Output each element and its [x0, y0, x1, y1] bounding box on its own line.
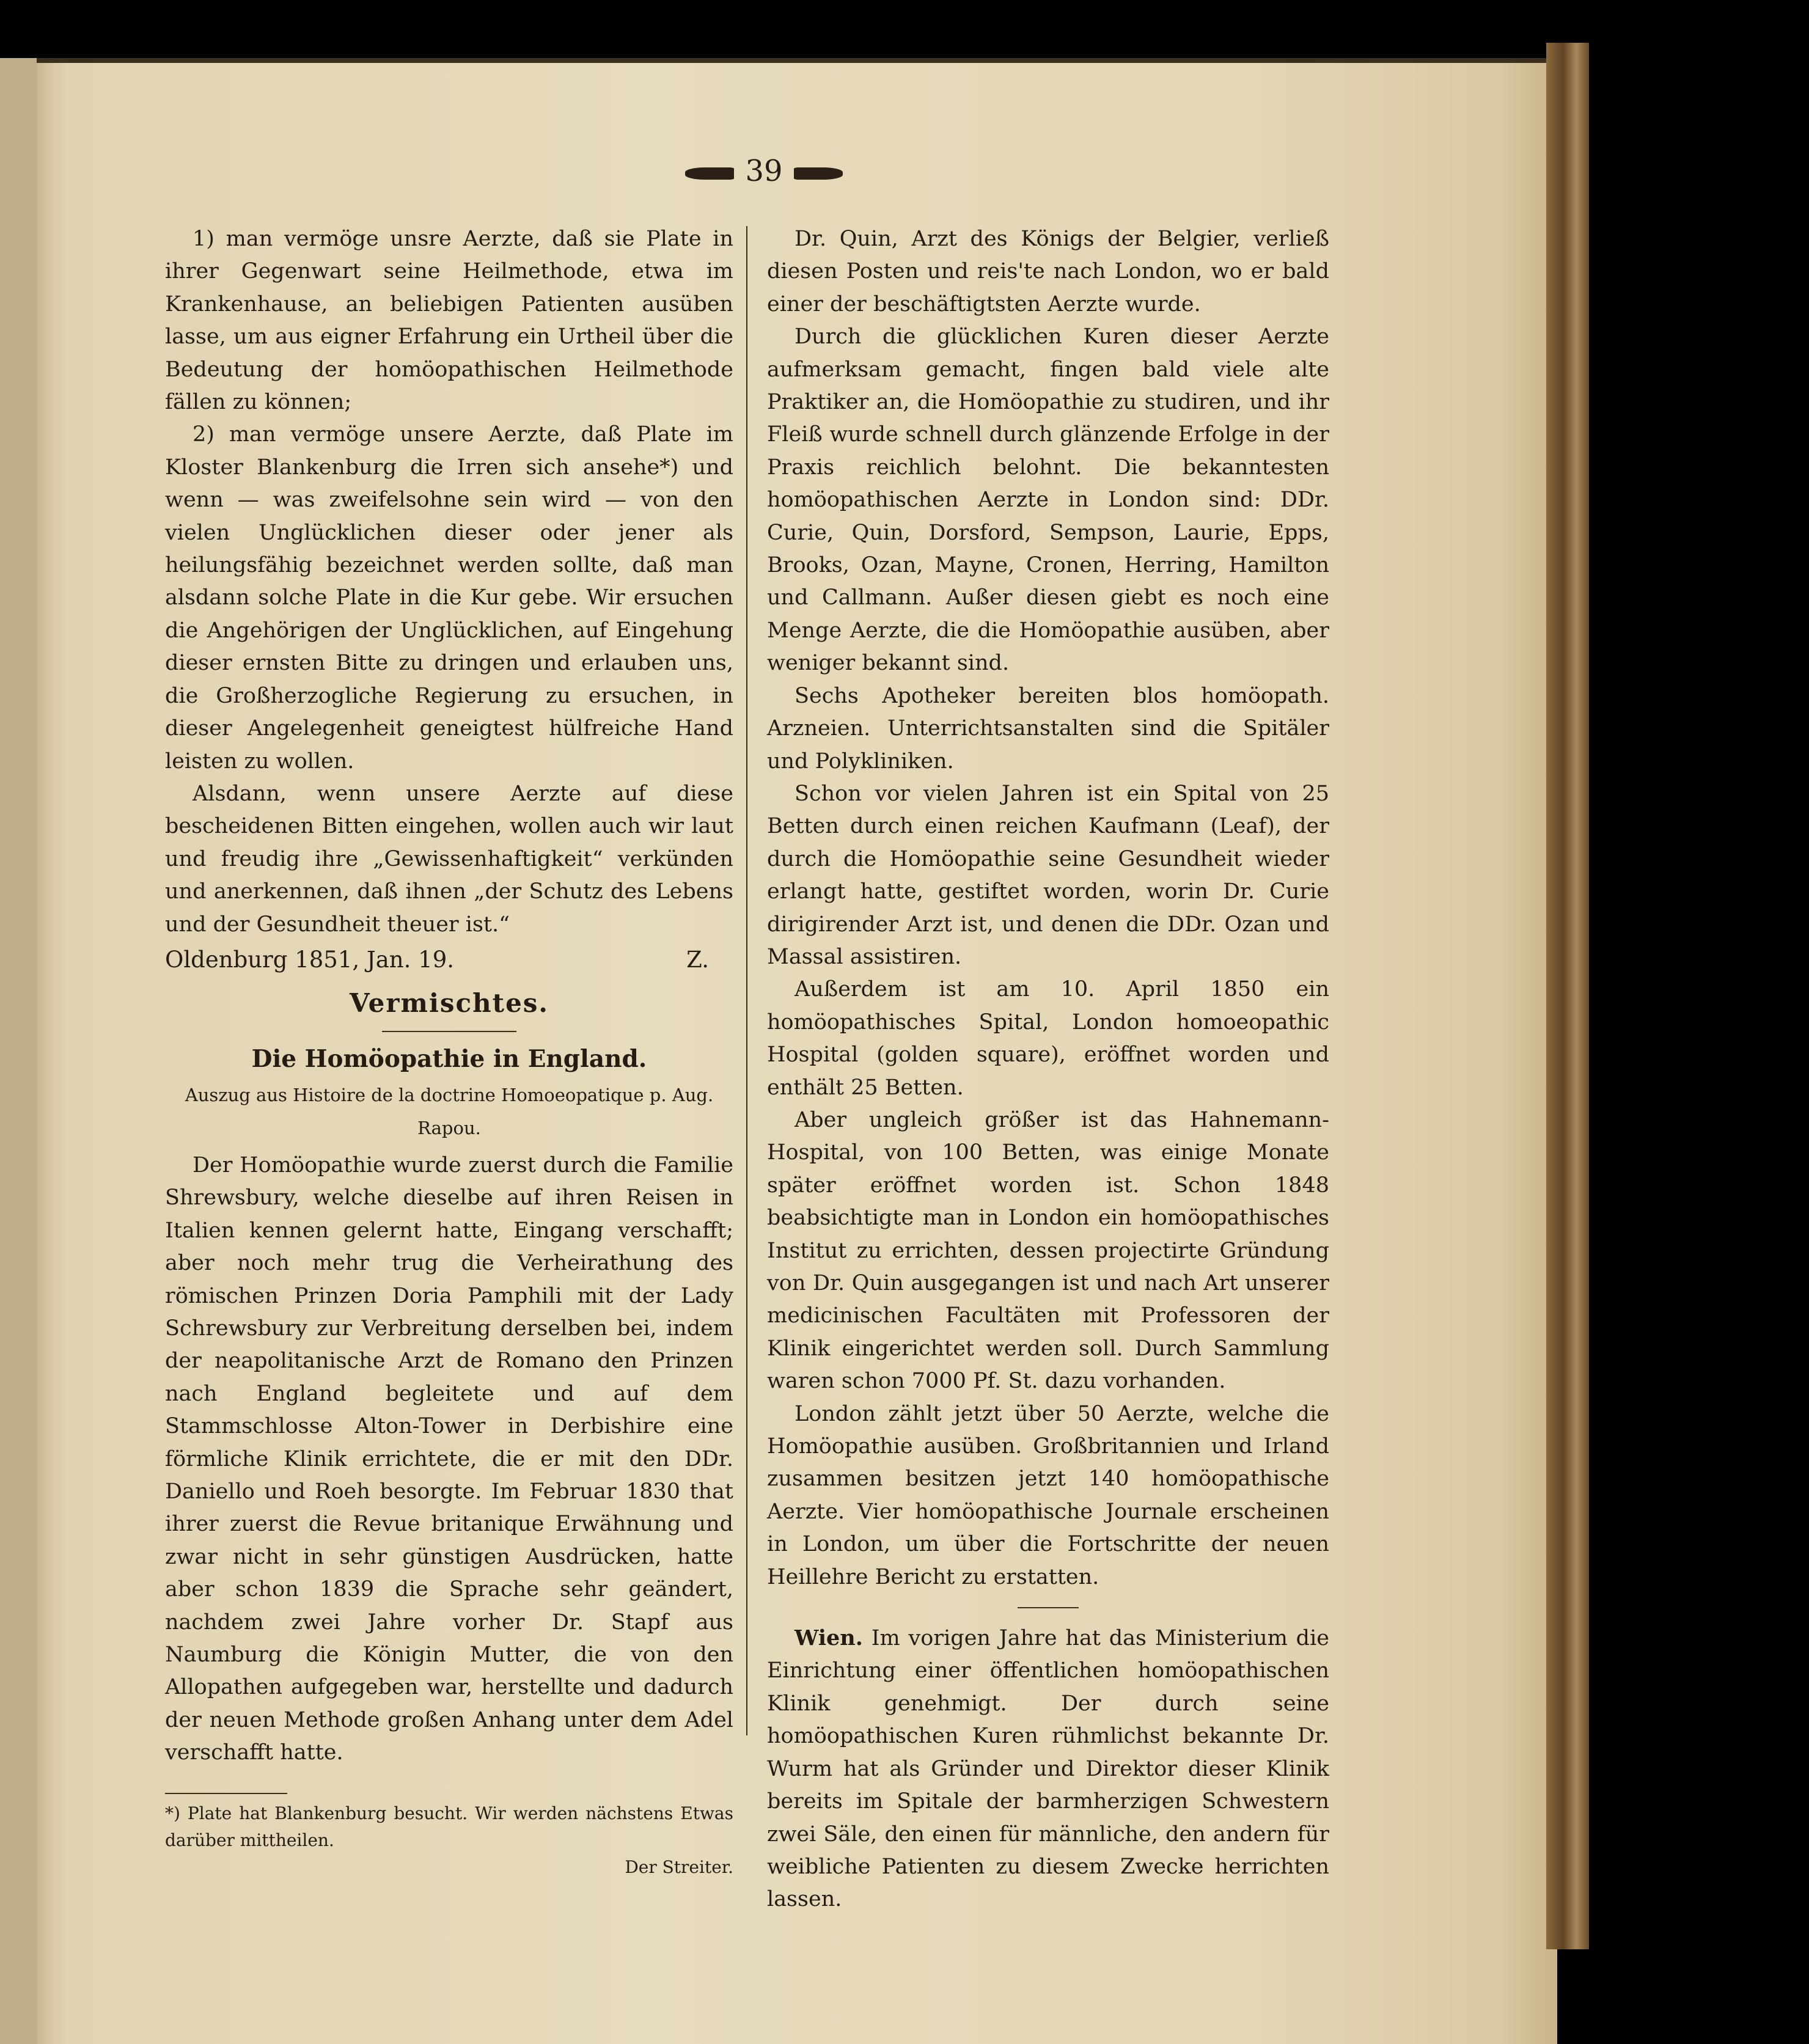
divider-rule [382, 1031, 516, 1032]
top-border [37, 58, 1552, 63]
paragraph: Aber ungleich größer ist das Hahnemann-Hospital, von 100 Betten, was einige Monate später eröffnet worden ist. Schon 1848 beabsichtigte man in London ein homöopathisches Institut zu errichten, dessen projectirte Gründung von Dr. Quin ausgegangen ist und nach Art unserer medicinischen Facultäten mit Professoren der Klinik eingerichtet werden soll. Durch Sammlung waren schon 7000 Pf. St. dazu vorhanden. [767, 1107, 1329, 1394]
paragraph: London zählt jetzt über 50 Aerzte, welche die Homöopathie ausüben. Großbritannien und Irland zusammen besitzen jetzt 140 homöopathische Aerzte. Vier homöopathische Journale erscheinen in London, um über die Fortschritte der neuen Heillehre Bericht zu erstatten. [767, 1401, 1329, 1589]
right-ornament-icon [794, 167, 843, 180]
paragraph: Durch die glücklichen Kuren dieser Aerzte aufmerksam gemacht, fingen bald viele alte Praktiker an, die Homöopathie zu studiren, und ihr Fleiß wurde schnell durch glänzende Erfolge in der Praxis reichlich belohnt. Die bekanntesten homöopathischen Aerzte in London sind: DDr. Curie, Quin, Dorsford, Sempson, Laurie, Epps, Brooks, Ozan, Mayne, Cronen, Herring, Hamilton und Callmann. Außer diesen giebt es noch eine Menge Aerzte, die die Homöopathie ausüben, aber weniger bekannt sind. [767, 324, 1329, 676]
footnote-rule [165, 1793, 287, 1794]
article-heading: Die Homöopathie in England. [251, 1044, 647, 1073]
footnote-signature: Der Streiter. [625, 1856, 733, 1877]
excerpt-note: Auszug aus Histoire de la doctrine Homoeopatique p. Aug. Rapou. [185, 1085, 714, 1138]
dateline [165, 943, 733, 976]
section-heading: Vermischtes. [349, 988, 549, 1019]
paragraph: Außerdem ist am 10. April 1850 ein homöopathisches Spital, London homoeopathic Hospital (golden square), eröffnet worden und enthält 25 Betten. [767, 977, 1329, 1100]
left-ornament-icon [685, 167, 734, 180]
footnote-text: *) Plate hat Blankenburg besucht. Wir werden nächstens Etwas darüber mittheilen. [165, 1803, 733, 1850]
paragraph: Der Homöopathie wurde zuerst durch die Familie Shrewsbury, welche dieselbe auf ihren Reisen in Italien kennen gelernt hatte, Eingang verschafft; aber noch mehr trug die Verheirathung des römischen Prinzen Doria Pamphili mit der Lady Schrewsbury zur Verbreitung derselben bei, indem der neapolitanische Arzt de Romano den Prinzen nach England begleitete und auf dem Stammschlosse Alton-Tower in Derbishire eine förmliche Klinik errichtete, die er mit den DDr. Daniello und Roeh besorgte. Im Februar 1830 that ihrer zuerst die Revue britanique Erwähnung und zwar nicht in sehr günstigen Ausdrücken, hatte aber schon 1839 die Sprache sehr geändert, nachdem zwei Jahre vorher Dr. Stapf aus Naumburg die Königin Mutter, die von den Allopathen aufgegeben war, herstellte und dadurch der neuen Methode großen Anhang unter dem Adel verschafft hatte. [165, 1152, 733, 1765]
paragraph: Schon vor vielen Jahren ist ein Spital von 25 Betten durch einen reichen Kaufmann (Leaf), der durch die Homöopathie seine Gesundheit wieder erlangt hatte, gestiftet worden, worin Dr. Curie dirigirender Arzt ist, und denen die DDr. Ozan und Massal assistiren. [767, 781, 1329, 969]
wien-text: Im vorigen Jahre hat das Ministerium die Einrichtung einer öffentlichen homöopathischen Klinik genehmigt. Der durch seine homöopathischen Kuren rühmlichst bekannte Dr. Wurm hat als Gründer und Direktor dieser Klinik bereits im Spitale der barmherzigen Schwestern zwei Säle, den einen für männliche, den andern für weibliche Patienten zu diesem Zwecke herrichten lassen. [767, 1626, 1329, 1912]
column-divider [746, 226, 747, 1735]
paragraph: 2) man vermöge unsere Aerzte, daß Plate im Kloster Blankenburg die Irren sich ansehe*) und wenn — was zweifelsohne sein wird — von den vielen Unglücklichen dieser oder jener als heilungsfähig bezeichnet werden sollte, daß man alsdann solche Plate in die Kur gebe. Wir ersuchen die Angehörigen der Unglücklichen, auf Eingehung dieser ernsten Bitte zu dringen und erlauben uns, die Großherzogliche Regierung zu ersuchen, in dieser Angelegenheit geneigtest hülfreiche Hand leisten zu wollen. [165, 422, 733, 774]
previous-page-edge [0, 58, 38, 2044]
footnote [165, 1800, 733, 1881]
signature: Z. [686, 946, 709, 973]
paragraph: Alsdann, wenn unsere Aerzte auf diese bescheidenen Bitten eingehen, wollen auch wir laut und freudig ihre „Gewissenhaftigkeit“ verkünden und anerkennen, daß ihnen „der Schutz des Lebens und der Gesundheit theuer ist.“ [165, 781, 733, 937]
wien-label: Wien. [794, 1625, 863, 1651]
divider-rule [1018, 1607, 1079, 1608]
book-spine-edge [1546, 43, 1589, 1949]
paragraph: Dr. Quin, Arzt des Königs der Belgier, verließ diesen Posten und reis'te nach London, wo er bald einer der beschäftigtsten Aerzte wurde. [767, 227, 1329, 317]
page-number: 39 [745, 154, 783, 188]
left-column [165, 223, 733, 1881]
paragraph [767, 1622, 1329, 1916]
page-number-header [636, 154, 892, 188]
right-column [767, 223, 1329, 1916]
paragraph: 1) man vermöge unsre Aerzte, daß sie Plate in ihrer Gegenwart seine Heilmethode, etwa im Krankenhause, an beliebigen Patienten ausüben lasse, um aus eigner Erfahrung ein Urtheil über die Bedeutung der homöopathischen Heilmethode fällen zu können; [165, 227, 733, 415]
paragraph: Sechs Apotheker bereiten blos homöopath. Arzneien. Unterrichtsanstalten sind die Spitäler und Polykliniken. [767, 683, 1329, 774]
date-place: Oldenburg 1851, Jan. 19. [165, 946, 454, 973]
